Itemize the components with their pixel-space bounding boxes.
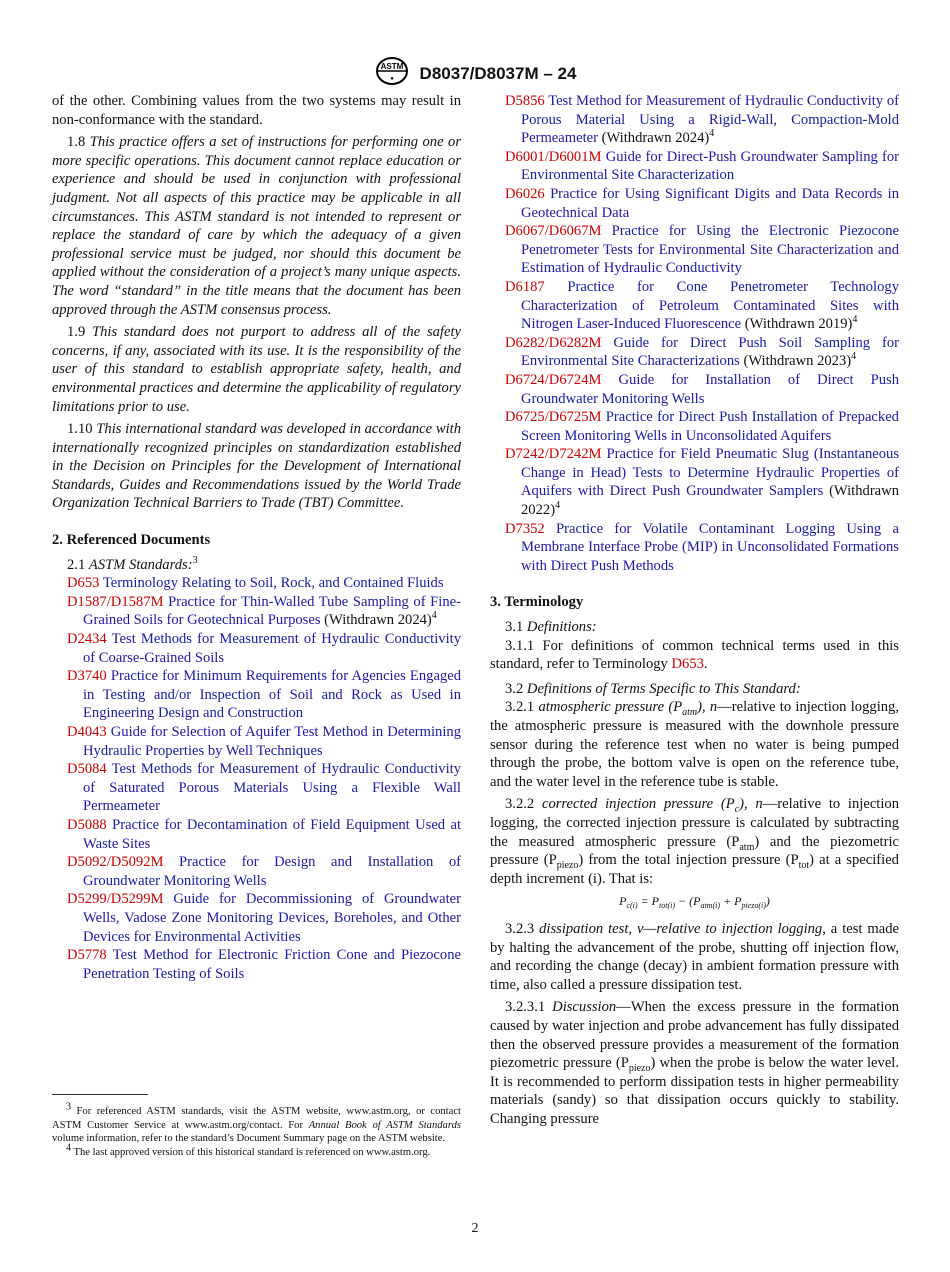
- reference-code-link[interactable]: D5299/D5299M: [67, 891, 164, 908]
- section-3-2-3-1: 3.2.3.1 Discussion—When the excess pressure in the formation caused by water injection and probe advancement has fully dissipated then the observed pressure provides a measurement of the formation piezometric pressure $(P_{piezo})$ when the probe is below the water level. It is recommended to perform dissipation tests in higher permeability materials (sandy) so that dissipation occurs quickly to stability. Changing pressure: [490, 999, 899, 1127]
- reference-note: (Withdrawn 2022): [521, 483, 899, 519]
- reference-footnote-marker: 4: [431, 610, 437, 622]
- astm-logo-icon: [374, 56, 410, 91]
- reference-code-link[interactable]: D653: [67, 575, 100, 592]
- section-3-1: 3.1 Definitions:: [505, 619, 597, 636]
- left-reference-list: [52, 574, 461, 983]
- reference-title-link[interactable]: Practice for Cone Penetrometer Technology Characterization of Petroleum Contaminated Sites with Nitrogen Laser-Induced Fluorescence: [521, 278, 899, 333]
- reference-title-link[interactable]: Test Methods for Measurement of Hydraulic Conductivity of Coarse-Grained Soils: [83, 631, 461, 666]
- section-3-1-1: 3.1.1 For definitions of common technical terms used in this standard, refer to Terminology D653.: [490, 637, 899, 673]
- page-header: [0, 56, 950, 91]
- reference-item: [490, 371, 899, 408]
- reference-note: (Withdrawn 2024): [597, 130, 710, 147]
- section-2-heading: 2. Referenced Documents: [52, 532, 211, 549]
- reference-title-link[interactable]: Terminology Relating to Soil, Rock, and Contained Fluids: [102, 575, 444, 592]
- reference-code-link[interactable]: D1587/D1587M: [67, 593, 164, 610]
- section-3-2: 3.2 Definitions of Terms Specific to This Standard:: [505, 680, 801, 697]
- reference-code-link[interactable]: D5088: [67, 816, 107, 833]
- reference-title-link[interactable]: Guide for Direct-Push Groundwater Sampling for Environmental Site Characterization: [521, 148, 900, 184]
- reference-item: [52, 667, 461, 723]
- reference-code-link[interactable]: D7352: [505, 520, 545, 537]
- section-2-1: 2.1 ASTM Standards:$^3$: [67, 554, 198, 573]
- reference-title-link[interactable]: Practice for Thin-Walled Tube Sampling of Fine-Grained Soils for Geotechnical Purposes: [83, 593, 461, 629]
- reference-code-link[interactable]: D6067/D6067M: [505, 223, 602, 240]
- reference-title-link[interactable]: Guide for Installation of Direct Push Groundwater Monitoring Wells: [521, 371, 899, 407]
- reference-code-link[interactable]: D5092/D5092M: [67, 854, 164, 871]
- reference-note: (Withdrawn 2023): [739, 353, 852, 370]
- footnote-3: $^3$ For referenced ASTM standards, visit the ASTM website, www.astm.org, or contact ASTM Customer Service at www.astm.org/contact. For Annual Book of ASTM Standards volume information, refer to the standard’s Document Summary page on the ASTM website.: [52, 1101, 461, 1145]
- paragraph-1-9: 1.9 This standard does not purport to address all of the safety concerns, if any, associated with its use. It is the responsibility of the user of this standard to establish appropriate safety, health, and environmental practices and determine the applicability of regulatory limitations prior to use.: [52, 324, 461, 415]
- reference-code-link[interactable]: D5778: [67, 947, 107, 964]
- reference-note: (Withdrawn 2019): [741, 316, 853, 333]
- right-reference-list: [490, 92, 899, 575]
- reference-item: [490, 334, 899, 371]
- page-number: 2: [471, 1221, 479, 1236]
- corrected-pressure-formula: $P_{c(i)} = P_{tot(i)} - (P_{atm(i)} + P_{piezo(i)})$: [619, 894, 770, 911]
- reference-item: [52, 890, 461, 946]
- section-3-2-2: 3.2.2 corrected injection pressure $(P_c)$, n—relative to injection logging, the corrected injection pressure is calculated by subtracting the measured atmospheric pressure $(P_{atm})$ and the piezometric pressure $(P_{piezo})$ from the total injection pressure $(P_{tot})$ at a specified depth increment (i). That is:: [490, 796, 900, 887]
- reference-footnote-marker: 4: [851, 351, 857, 363]
- reference-title-link[interactable]: Practice for Using the Electronic Piezocone Penetrometer Tests for Environmental Site Characterization and Estimation of Hydraulic Conductivity: [521, 223, 899, 277]
- reference-item: [52, 853, 461, 890]
- reference-code-link[interactable]: D3740: [67, 668, 107, 685]
- reference-item: [490, 185, 899, 222]
- reference-footnote-marker: 4: [709, 128, 715, 140]
- reference-code-link[interactable]: D5084: [67, 761, 107, 778]
- reference-title-link[interactable]: Test Methods for Measurement of Hydraulic Conductivity of Saturated Porous Materials Using a Flexible Wall Permeameter: [83, 761, 461, 815]
- paragraph-intro: of the other. Combining values from the two systems may result in non-conformance with the standard.: [52, 93, 461, 128]
- reference-title-link[interactable]: Test Method for Electronic Friction Cone and Piezocone Penetration Testing of Soils: [83, 947, 461, 982]
- reference-item: [490, 222, 899, 278]
- reference-title-link[interactable]: Guide for Direct Push Soil Sampling for Environmental Site Characterizations: [521, 334, 899, 370]
- right-column: [490, 92, 899, 1132]
- reference-title-link[interactable]: Practice for Using Significant Digits and Data Records in Geotechnical Data: [521, 185, 900, 221]
- reference-title-link[interactable]: Practice for Minimum Requirements for Agencies Engaged in Testing and/or Inspection of Soil and Rock as Used in Engineering Design and Construction: [83, 668, 461, 722]
- reference-code-link[interactable]: D6026: [505, 185, 545, 202]
- reference-title-link[interactable]: Practice for Decontamination of Field Equipment Used at Waste Sites: [83, 816, 461, 852]
- footnotes: [52, 1094, 461, 1159]
- reference-code-link[interactable]: D6725/D6725M: [505, 409, 602, 426]
- paragraph-1-8: 1.8 This practice offers a set of instructions for performing one or more specific operations. This document cannot replace education or experience and should be used in conjunction with professional judgment. Not all aspects of this practice may be applicable in all circumstances. This ASTM standard is not intended to represent or replace the standard of care by which the adequacy of a given professional service must be judged, nor should this document be applied without the consideration of a project’s many unique aspects. The word “standard” in the title means that the document has been approved through the ASTM consensus process.: [52, 134, 461, 318]
- reference-title-link[interactable]: Guide for Selection of Aquifer Test Method in Determining Hydraulic Properties by Well Techniques: [83, 724, 462, 759]
- reference-item: [52, 593, 461, 630]
- reference-code-link[interactable]: D6187: [505, 278, 545, 295]
- reference-item: [52, 760, 461, 816]
- reference-code-link[interactable]: D7242/D7242M: [505, 446, 602, 463]
- reference-item: [490, 278, 899, 334]
- footnote-4: $^4$ The last approved version of this historical standard is referenced on www.astm.org.: [66, 1142, 431, 1158]
- paragraph-1-10: 1.10 This international standard was developed in accordance with internationally recognized principles on standardization established in the Decision on Principles for the Development of International Standards, Guides and Recommendations issued by the World Trade Organization Technical Barriers to Trade (TBT) Committee.: [52, 421, 461, 512]
- reference-item: [52, 574, 461, 593]
- reference-title-link[interactable]: Practice for Design and Installation of Groundwater Monitoring Wells: [83, 854, 461, 889]
- reference-item: [490, 92, 899, 148]
- reference-code-link[interactable]: D5856: [505, 93, 545, 109]
- section-3-2-1: 3.2.1 atmospheric pressure $(P_{atm})$, n—relative to injection logging, the atmospheric pressure is measured with the downhole pressure sensor during the reference test when no water is being pumped through the probe, the bottom valve is open on the reference tube, and the water level in the reference tube is stable.: [490, 699, 899, 790]
- reference-item: [490, 408, 899, 445]
- reference-item: [52, 946, 461, 983]
- reference-code-link[interactable]: D2434: [67, 631, 107, 648]
- reference-code-link[interactable]: D4043: [67, 724, 107, 740]
- reference-item: [52, 816, 461, 853]
- reference-note: (Withdrawn 2024): [320, 612, 432, 629]
- reference-title-link[interactable]: Practice for Field Pneumatic Slug (Instantaneous Change in Head) Tests to Determine Hydraulic Properties of Aquifers with Direct Push Groundwater Samplers: [521, 446, 899, 500]
- reference-title-link[interactable]: Test Method for Measurement of Hydraulic Conductivity of Porous Material Using a Rigid-Wall, Compaction-Mold Permeameter: [521, 93, 899, 147]
- standard-designation: D8037/D8037M – 24: [419, 63, 577, 83]
- reference-title-link[interactable]: Practice for Volatile Contaminant Logging Using a Membrane Interface Probe (MIP) in Unconsolidated Formations with Direct Push Methods: [521, 520, 899, 574]
- reference-code-link[interactable]: D6282/D6282M: [505, 334, 602, 351]
- reference-item: [52, 723, 461, 760]
- reference-title-link[interactable]: Practice for Direct Push Installation of Prepacked Screen Monitoring Wells in Unconsolidated Aquifers: [521, 409, 899, 444]
- section-3-heading: 3. Terminology: [490, 594, 584, 611]
- reference-code-link[interactable]: D6724/D6724M: [505, 371, 602, 388]
- svg-text:ASTM: ASTM: [380, 62, 403, 71]
- reference-footnote-marker: 4: [555, 500, 561, 512]
- reference-item: [490, 520, 899, 576]
- left-column: [52, 92, 461, 983]
- reference-title-link[interactable]: Guide for Decommissioning of Groundwater Wells, Vadose Zone Monitoring Devices, Boreholes, and Other Devices for Environmental Activities: [83, 891, 461, 945]
- reference-footnote-marker: 4: [852, 314, 858, 326]
- reference-code-link[interactable]: D6001/D6001M: [505, 148, 602, 165]
- reference-item: [490, 445, 899, 519]
- reference-item: [52, 630, 461, 667]
- d653-link[interactable]: D653: [671, 656, 704, 673]
- section-3-2-3: 3.2.3 dissipation test, v—relative to injection logging, a test made by halting the advancement of the probe, shutting off injection flow, and recording the change (decay) in ambient formation pressure with time, also called a pressure dissipation test.: [490, 920, 899, 993]
- reference-item: [490, 148, 899, 185]
- svg-text:●: ●: [389, 76, 394, 82]
